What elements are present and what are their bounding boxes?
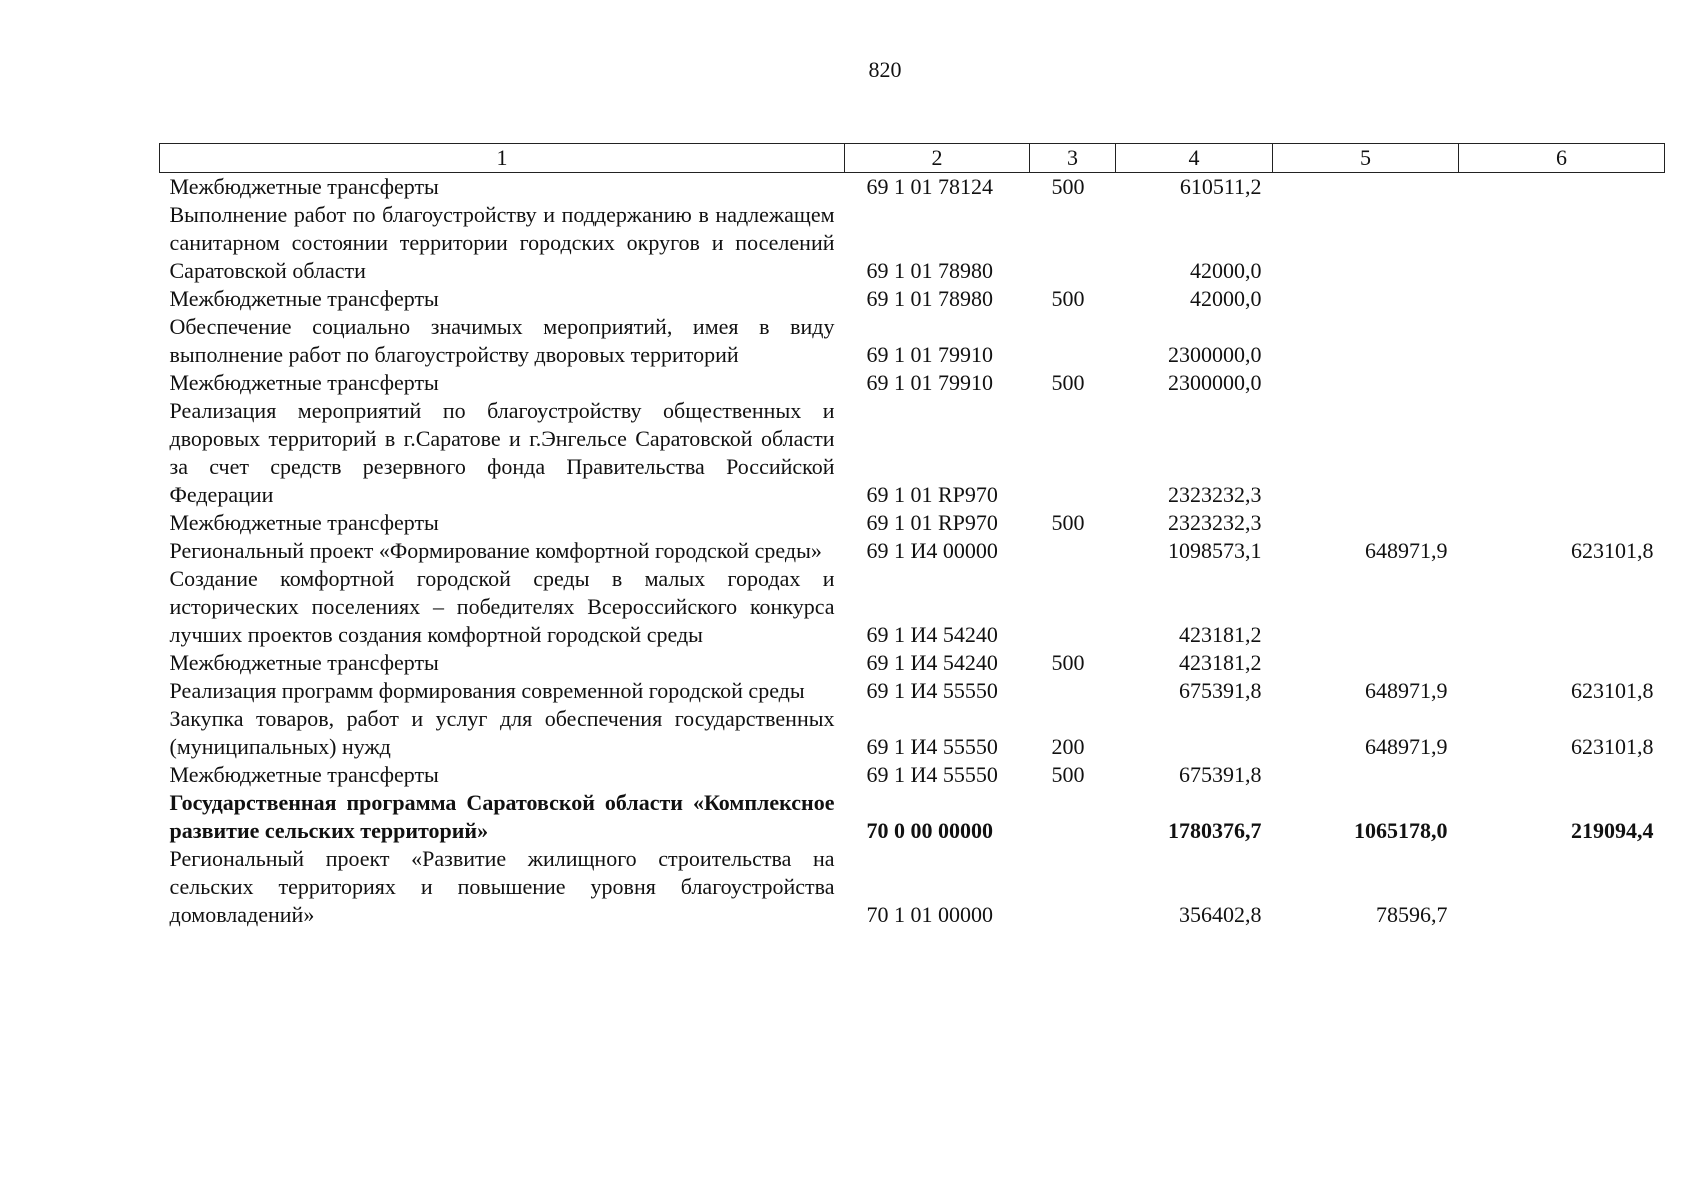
row-code: 69 1 01 RP970 bbox=[866, 510, 998, 535]
row-code: 69 1 01 79910 bbox=[866, 342, 993, 367]
table-row bbox=[160, 397, 1665, 509]
row-value-col5: 648971,9 bbox=[1365, 678, 1448, 703]
row-description: Региональный проект «Развитие жилищного строительства на сельских территориях и повышение уровня благоустройства домовладений» bbox=[169, 846, 835, 927]
row-expense-type: 500 bbox=[1051, 286, 1085, 311]
table-row bbox=[160, 845, 1665, 929]
column-header-1: 1 bbox=[160, 144, 845, 173]
row-value-col5: 1065178,0 bbox=[1354, 818, 1448, 843]
column-header-2: 2 bbox=[845, 144, 1030, 173]
row-expense-type bbox=[1030, 537, 1116, 565]
row-expense-type bbox=[1030, 201, 1116, 285]
row-value-col4: 2323232,3 bbox=[1168, 510, 1262, 535]
row-code: 69 1 И4 00000 bbox=[866, 538, 998, 563]
row-code: 69 1 И4 55550 bbox=[866, 762, 998, 787]
row-code: 69 1 И4 54240 bbox=[866, 622, 998, 647]
row-code: 70 0 00 00000 bbox=[866, 818, 993, 843]
row-description: Межбюджетные трансферты bbox=[169, 650, 439, 675]
row-value-col5 bbox=[1273, 313, 1459, 369]
row-value-col6 bbox=[1459, 369, 1665, 397]
row-value-col4: 675391,8 bbox=[1179, 678, 1262, 703]
row-value-col6 bbox=[1459, 285, 1665, 313]
row-value-col6: 623101,8 bbox=[1571, 734, 1654, 759]
row-value-col4: 2300000,0 bbox=[1168, 342, 1262, 367]
table-row bbox=[160, 565, 1665, 649]
row-code: 69 1 И4 54240 bbox=[866, 650, 998, 675]
row-description: Региональный проект «Формирование комфортной городской среды» bbox=[169, 538, 822, 563]
row-value-col5: 648971,9 bbox=[1365, 538, 1448, 563]
row-expense-type bbox=[1030, 313, 1116, 369]
row-expense-type: 200 bbox=[1051, 734, 1085, 759]
row-description: Межбюджетные трансферты bbox=[169, 510, 439, 535]
row-value-col5: 648971,9 bbox=[1365, 734, 1448, 759]
row-description: Государственная программа Саратовской области «Комплексное развитие сельских территорий» bbox=[169, 790, 835, 843]
row-value-col6 bbox=[1459, 173, 1665, 202]
row-value-col5 bbox=[1273, 565, 1459, 649]
column-header-6: 6 bbox=[1459, 144, 1665, 173]
row-value-col6 bbox=[1459, 649, 1665, 677]
row-value-col5 bbox=[1273, 369, 1459, 397]
row-code: 69 1 01 79910 bbox=[866, 370, 993, 395]
page-number: 820 bbox=[868, 57, 902, 82]
row-value-col4: 2323232,3 bbox=[1168, 482, 1262, 507]
row-description: Межбюджетные трансферты bbox=[169, 286, 439, 311]
row-expense-type: 500 bbox=[1051, 510, 1085, 535]
row-description: Межбюджетные трансферты bbox=[169, 174, 439, 199]
row-expense-type: 500 bbox=[1051, 762, 1085, 787]
row-expense-type bbox=[1030, 789, 1116, 845]
row-value-col4 bbox=[1116, 705, 1273, 761]
table-row bbox=[160, 369, 1665, 397]
row-code: 69 1 01 78980 bbox=[866, 258, 993, 283]
row-code: 70 1 01 00000 bbox=[866, 902, 993, 927]
row-value-col6 bbox=[1459, 761, 1665, 789]
row-expense-type: 500 bbox=[1051, 370, 1085, 395]
table-header bbox=[160, 144, 1665, 173]
row-description: Межбюджетные трансферты bbox=[169, 762, 439, 787]
row-value-col4: 356402,8 bbox=[1179, 902, 1262, 927]
row-value-col6 bbox=[1459, 313, 1665, 369]
row-value-col6 bbox=[1459, 201, 1665, 285]
table-row bbox=[160, 677, 1665, 705]
table-row bbox=[160, 761, 1665, 789]
row-code: 69 1 И4 55550 bbox=[866, 678, 998, 703]
row-value-col6: 623101,8 bbox=[1571, 678, 1654, 703]
row-value-col5 bbox=[1273, 509, 1459, 537]
row-expense-type bbox=[1030, 845, 1116, 929]
table-row bbox=[160, 537, 1665, 565]
row-expense-type: 500 bbox=[1051, 650, 1085, 675]
table-row bbox=[160, 285, 1665, 313]
row-expense-type bbox=[1030, 397, 1116, 509]
row-description: Реализация мероприятий по благоустройству общественных и дворовых территорий в г.Саратове и г.Энгельсе Саратовской области за счет средств резервного фонда Правительства Российской Федерации bbox=[169, 398, 835, 507]
header-row bbox=[160, 144, 1665, 173]
budget-table bbox=[159, 143, 1665, 929]
row-value-col5 bbox=[1273, 397, 1459, 509]
column-header-5: 5 bbox=[1273, 144, 1459, 173]
row-value-col5 bbox=[1273, 285, 1459, 313]
row-value-col6 bbox=[1459, 565, 1665, 649]
row-expense-type bbox=[1030, 677, 1116, 705]
row-value-col4: 1780376,7 bbox=[1168, 818, 1262, 843]
row-value-col4: 610511,2 bbox=[1179, 174, 1262, 199]
row-value-col5 bbox=[1273, 173, 1459, 202]
row-value-col4: 675391,8 bbox=[1179, 762, 1262, 787]
row-value-col4: 42000,0 bbox=[1190, 286, 1262, 311]
row-expense-type: 500 bbox=[1051, 174, 1085, 199]
row-value-col5 bbox=[1273, 761, 1459, 789]
table-body bbox=[160, 173, 1665, 930]
row-description: Обеспечение социально значимых мероприятий, имея в виду выполнение работ по благоустройству дворовых территорий bbox=[169, 314, 835, 367]
row-description: Межбюджетные трансферты bbox=[169, 370, 439, 395]
table-row bbox=[160, 789, 1665, 845]
row-value-col4: 423181,2 bbox=[1179, 622, 1262, 647]
row-code: 69 1 01 78980 bbox=[866, 286, 993, 311]
table-row bbox=[160, 173, 1665, 202]
row-value-col5: 78596,7 bbox=[1376, 902, 1448, 927]
row-description: Выполнение работ по благоустройству и поддержанию в надлежащем санитарном состоянии территории городских округов и поселений Саратовской области bbox=[169, 202, 835, 283]
table-row bbox=[160, 705, 1665, 761]
row-value-col6 bbox=[1459, 845, 1665, 929]
row-description: Создание комфортной городской среды в малых городах и исторических поселениях – победителях Всероссийского конкурса лучших проектов создания комфортной городской среды bbox=[169, 566, 835, 647]
row-value-col5 bbox=[1273, 649, 1459, 677]
row-code: 69 1 01 RP970 bbox=[866, 482, 998, 507]
row-value-col4: 423181,2 bbox=[1179, 650, 1262, 675]
row-value-col6: 219094,4 bbox=[1571, 818, 1654, 843]
row-value-col5 bbox=[1273, 201, 1459, 285]
row-value-col6 bbox=[1459, 397, 1665, 509]
table-row bbox=[160, 509, 1665, 537]
row-code: 69 1 И4 55550 bbox=[866, 734, 998, 759]
row-description: Закупка товаров, работ и услуг для обеспечения государственных (муниципальных) нужд bbox=[169, 706, 835, 759]
row-value-col4: 42000,0 bbox=[1190, 258, 1262, 283]
table-row bbox=[160, 649, 1665, 677]
column-header-3: 3 bbox=[1030, 144, 1116, 173]
row-value-col4: 1098573,1 bbox=[1168, 538, 1262, 563]
row-code: 69 1 01 78124 bbox=[866, 174, 993, 199]
row-expense-type bbox=[1030, 565, 1116, 649]
row-value-col6: 623101,8 bbox=[1571, 538, 1654, 563]
row-description: Реализация программ формирования современной городской среды bbox=[169, 678, 805, 703]
column-header-4: 4 bbox=[1116, 144, 1273, 173]
row-value-col4: 2300000,0 bbox=[1168, 370, 1262, 395]
table-row bbox=[160, 313, 1665, 369]
table-row bbox=[160, 201, 1665, 285]
row-value-col6 bbox=[1459, 509, 1665, 537]
